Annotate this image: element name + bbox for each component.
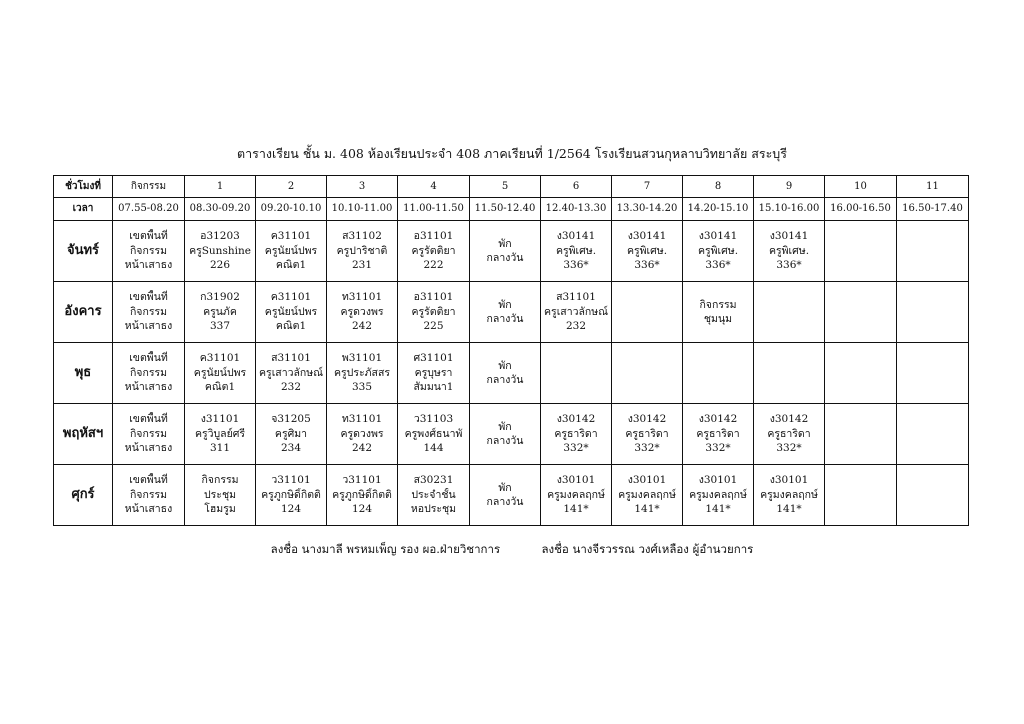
cell-line: 332*: [776, 442, 802, 455]
schedule-cell-empty: [612, 282, 683, 343]
cell-line: 234: [280, 442, 302, 455]
time-slot: 13.30-14.20: [612, 198, 683, 221]
cell-line: ครูพิเศษ.: [697, 244, 739, 257]
cell-line: ครูรัตติยา: [411, 244, 456, 257]
cell-line: ครูศิมา: [274, 427, 308, 440]
cell-line: หน้าเสาธง: [124, 442, 173, 455]
schedule-cell: [185, 343, 256, 404]
cell-line: พัก: [498, 237, 512, 250]
cell-line: 242: [351, 442, 373, 455]
cell-line: ครูธาริดา: [767, 427, 811, 440]
day-name: พฤหัสฯ: [54, 404, 113, 465]
cell-line: เขตพื้นที่: [129, 413, 168, 426]
schedule-cell: [327, 404, 398, 465]
cell-line: ครูSunshine: [189, 244, 251, 257]
cell-line: 336*: [563, 259, 589, 272]
schedule-cell: [327, 221, 398, 282]
cell-line: คณิต1: [204, 381, 236, 394]
cell-line: กิจกรรม: [129, 366, 168, 379]
cell-line: 311: [209, 442, 231, 455]
cell-line: หน้าเสาธง: [124, 259, 173, 272]
schedule-cell-empty: [825, 404, 897, 465]
cell-line: ครูเสาวลักษณ์: [259, 366, 323, 379]
schedule-cell: [398, 282, 470, 343]
cell-line: ค31101: [199, 352, 241, 365]
schedule-cell: [754, 465, 825, 526]
cell-line: ท31101: [341, 291, 383, 304]
cell-line: ครูธาริดา: [554, 427, 598, 440]
cell-line: กลางวัน: [486, 374, 524, 386]
period-header-3: 3: [327, 176, 398, 198]
schedule-cell-empty: [825, 221, 897, 282]
schedule-cell: [470, 465, 541, 526]
cell-line: 232: [280, 381, 302, 394]
cell-line: 336*: [634, 259, 660, 272]
schedule-cell: [185, 404, 256, 465]
cell-line: 141*: [776, 503, 802, 516]
schedule-cell: [256, 343, 327, 404]
cell-line: หน้าเสาธง: [124, 503, 173, 516]
time-slot: 10.10-11.00: [327, 198, 398, 221]
cell-line: กิจกรรม: [201, 474, 239, 487]
cell-line: หอประชุม: [410, 503, 457, 516]
signature-deputy-director: ลงชื่อ นางมาลี พรหมเพ็ญ รอง ผอ.ฝ่ายวิชาการ: [270, 542, 501, 556]
cell-line: ครูรัตติยา: [411, 305, 456, 318]
period-header-1: 1: [185, 176, 256, 198]
cell-line: ครูธาริดา: [625, 427, 669, 440]
schedule-cell: [683, 404, 754, 465]
cell-line: ชุมนุม: [703, 313, 733, 325]
schedule-cell: [470, 221, 541, 282]
schedule-cell: [327, 465, 398, 526]
schedule-cell-empty: [897, 282, 969, 343]
cell-line: ครูนัยน์ปพร: [193, 366, 247, 379]
cell-line: 141*: [563, 503, 589, 516]
cell-line: ว31103: [413, 413, 454, 426]
cell-line: 226: [209, 259, 231, 272]
period-header-label: ชั่วโมงที่: [54, 176, 113, 198]
time-slot: 07.55-08.20: [113, 198, 185, 221]
schedule-cell: [113, 465, 185, 526]
cell-line: กลางวัน: [486, 496, 524, 508]
cell-line: 242: [351, 320, 373, 333]
time-slot: 16.00-16.50: [825, 198, 897, 221]
cell-line: 332*: [705, 442, 731, 455]
cell-line: 337: [209, 320, 231, 333]
cell-line: ประชุม: [204, 488, 236, 501]
cell-line: โฮมรูม: [204, 503, 236, 516]
schedule-cell: [185, 465, 256, 526]
cell-line: ส31101: [271, 352, 311, 365]
time-slot: 11.50-12.40: [470, 198, 541, 221]
time-slot: 08.30-09.20: [185, 198, 256, 221]
cell-line: พัก: [498, 359, 512, 372]
day-row: [54, 221, 969, 282]
schedule-cell-empty: [825, 465, 897, 526]
cell-line: ครูพิเศษ.: [555, 244, 597, 257]
day-row: [54, 343, 969, 404]
cell-line: ง30101: [556, 474, 596, 487]
time-slot: 11.00-11.50: [398, 198, 470, 221]
cell-line: ง30141: [698, 230, 738, 243]
cell-line: ครูนัยน์ปพร: [264, 244, 318, 257]
cell-line: เขตพื้นที่: [129, 352, 168, 365]
cell-line: ครูบุษรา: [414, 366, 453, 379]
cell-line: ก31902: [200, 291, 240, 304]
schedule-cell: [754, 221, 825, 282]
day-name: พุธ: [54, 343, 113, 404]
period-header-6: 6: [541, 176, 612, 198]
cell-line: เขตพื้นที่: [129, 291, 168, 304]
time-slot: 14.20-15.10: [683, 198, 754, 221]
schedule-cell: [398, 404, 470, 465]
cell-line: ง31101: [200, 413, 240, 426]
schedule-cell: [113, 404, 185, 465]
cell-line: ครูมงคลฤกษ์: [689, 488, 747, 501]
schedule-cell-empty: [897, 465, 969, 526]
cell-line: ง30101: [698, 474, 738, 487]
time-slot: 15.10-16.00: [754, 198, 825, 221]
time-slot: 09.20-10.10: [256, 198, 327, 221]
day-name: อังคาร: [54, 282, 113, 343]
cell-line: ค31101: [270, 291, 312, 304]
cell-line: ครูภูกษิดิ์กิตติ: [261, 488, 321, 501]
cell-line: ง30142: [627, 413, 667, 426]
cell-line: พัก: [498, 420, 512, 433]
cell-line: ครูวิบูลย์ศรี: [194, 427, 246, 440]
period-header-7: 7: [612, 176, 683, 198]
schedule-cell-empty: [612, 343, 683, 404]
schedule-cell: [185, 282, 256, 343]
cell-line: 124: [280, 503, 302, 516]
schedule-cell: [612, 404, 683, 465]
cell-line: 144: [423, 442, 444, 455]
period-header-4: 4: [398, 176, 470, 198]
cell-line: ครูมงคลฤกษ์: [547, 488, 605, 501]
time-row: [54, 198, 969, 221]
schedule-cell: [754, 404, 825, 465]
cell-line: 141*: [705, 503, 731, 516]
schedule-cell: [185, 221, 256, 282]
schedule-cell: [256, 221, 327, 282]
cell-line: พัก: [498, 298, 512, 311]
schedule-cell: [541, 221, 612, 282]
schedule-cell-empty: [825, 282, 897, 343]
cell-line: ประจำชั้น: [411, 488, 456, 501]
schedule-cell: [398, 221, 470, 282]
cell-line: 335: [351, 381, 373, 394]
schedule-cell-empty: [683, 343, 754, 404]
cell-line: คณิต1: [275, 320, 307, 333]
cell-line: คณิต1: [275, 259, 307, 272]
cell-line: ครูธาริดา: [696, 427, 740, 440]
day-name: ศุกร์: [54, 465, 113, 526]
schedule-cell: [327, 343, 398, 404]
cell-line: 332*: [634, 442, 660, 455]
cell-line: ครูพงศ์ธนาพั: [404, 427, 463, 440]
cell-line: อ31203: [200, 230, 240, 243]
schedule-cell-empty: [754, 282, 825, 343]
cell-line: ครูดวงพร: [340, 305, 384, 318]
cell-line: จ31205: [271, 413, 311, 426]
cell-line: 336*: [705, 259, 731, 272]
cell-line: 222: [423, 259, 444, 272]
cell-line: ครูปาริชาติ: [336, 244, 388, 257]
cell-line: ว31101: [271, 474, 311, 487]
cell-line: ง30101: [769, 474, 809, 487]
day-row: [54, 404, 969, 465]
cell-line: ครูมงคลฤกษ์: [618, 488, 676, 501]
day-name: จันทร์: [54, 221, 113, 282]
cell-line: 232: [565, 320, 587, 333]
schedule-cell: [113, 221, 185, 282]
cell-line: ส31101: [556, 291, 596, 304]
cell-line: เขตพื้นที่: [129, 474, 168, 487]
cell-line: อ31101: [413, 291, 454, 304]
schedule-cell: [470, 404, 541, 465]
cell-line: ครูนภัค: [203, 305, 237, 318]
day-row: [54, 465, 969, 526]
cell-line: หน้าเสาธง: [124, 381, 173, 394]
document-title: ตารางเรียน ชั้น ม. 408 ห้องเรียนประจำ 408 ภาคเรียนที่ 1/2564 โรงเรียนสวนกุหลาบวิทยาลัย สระบุรี: [237, 146, 787, 161]
cell-line: สัมมนา1: [413, 381, 454, 394]
cell-line: 141*: [634, 503, 660, 516]
cell-line: ครูเสาวลักษณ์: [544, 305, 608, 318]
schedule-cell: [612, 465, 683, 526]
signature-director: ลงชื่อ นางจีรวรรณ วงศ์เหลือง ผู้อำนวยการ: [541, 542, 754, 556]
schedule-cell-empty: [825, 343, 897, 404]
cell-line: ว31101: [342, 474, 382, 487]
cell-line: ครูพิเศษ.: [768, 244, 810, 257]
schedule-cell-empty: [897, 343, 969, 404]
header-row: [54, 176, 969, 198]
cell-line: กิจกรรม: [129, 305, 168, 318]
cell-line: กิจกรรม: [699, 298, 737, 311]
schedule-cell: [541, 465, 612, 526]
cell-line: กิจกรรม: [129, 244, 168, 257]
cell-line: ครูดวงพร: [340, 427, 384, 440]
period-header-2: 2: [256, 176, 327, 198]
cell-line: ศ31101: [413, 352, 454, 365]
schedule-cell: [612, 221, 683, 282]
schedule-cell: [683, 282, 754, 343]
cell-line: อ31101: [413, 230, 454, 243]
cell-line: ง30141: [556, 230, 596, 243]
cell-line: ง30142: [769, 413, 809, 426]
cell-line: ครูนัยน์ปพร: [264, 305, 318, 318]
cell-line: กลางวัน: [486, 313, 524, 325]
cell-line: กลางวัน: [486, 252, 524, 264]
day-row: [54, 282, 969, 343]
schedule-cell: [398, 343, 470, 404]
schedule-cell: [113, 282, 185, 343]
schedule-cell: [113, 343, 185, 404]
cell-line: เขตพื้นที่: [129, 230, 168, 243]
cell-line: 225: [423, 320, 444, 333]
cell-line: ครูพิเศษ.: [626, 244, 668, 257]
schedule-cell-empty: [897, 404, 969, 465]
cell-line: ง30142: [698, 413, 738, 426]
cell-line: ครูมงคลฤกษ์: [760, 488, 818, 501]
cell-line: 231: [351, 259, 373, 272]
period-header-11: 11: [897, 176, 969, 198]
schedule-cell-empty: [897, 221, 969, 282]
cell-line: กิจกรรม: [129, 488, 168, 501]
cell-line: ส31102: [342, 230, 382, 243]
cell-line: ง30142: [556, 413, 596, 426]
cell-line: 332*: [563, 442, 589, 455]
cell-line: กิจกรรม: [129, 427, 168, 440]
cell-line: ง30141: [627, 230, 667, 243]
period-header-9: 9: [754, 176, 825, 198]
schedule-cell: [683, 465, 754, 526]
schedule-cell: [256, 465, 327, 526]
cell-line: พ31101: [341, 352, 383, 365]
cell-line: 336*: [776, 259, 802, 272]
cell-line: กลางวัน: [486, 435, 524, 447]
schedule-cell: [683, 221, 754, 282]
class-schedule-table: [53, 175, 969, 526]
cell-line: ค31101: [270, 230, 312, 243]
cell-line: ครูประภัสสร: [334, 366, 390, 379]
cell-line: ท31101: [341, 413, 383, 426]
schedule-cell: [256, 404, 327, 465]
time-slot: 16.50-17.40: [897, 198, 969, 221]
schedule-cell: [541, 404, 612, 465]
time-header-label: เวลา: [54, 198, 113, 221]
cell-line: พัก: [498, 481, 512, 494]
cell-line: ครูภูกษิดิ์กิตติ: [332, 488, 392, 501]
schedule-cell: [398, 465, 470, 526]
schedule-cell: [470, 343, 541, 404]
cell-line: หน้าเสาธง: [124, 320, 173, 333]
cell-line: ส30231: [413, 474, 454, 487]
period-header-8: 8: [683, 176, 754, 198]
cell-line: 124: [351, 503, 373, 516]
schedule-cell: [256, 282, 327, 343]
period-header-5: 5: [470, 176, 541, 198]
schedule-cell-empty: [754, 343, 825, 404]
schedule-cell: [470, 282, 541, 343]
schedule-cell: [541, 282, 612, 343]
schedule-cell-empty: [541, 343, 612, 404]
time-slot: 12.40-13.30: [541, 198, 612, 221]
cell-line: ง30141: [769, 230, 809, 243]
signature-line: [0, 541, 1024, 557]
cell-line: ง30101: [627, 474, 667, 487]
period-header-activity: กิจกรรม: [113, 176, 185, 198]
schedule-cell: [327, 282, 398, 343]
period-header-10: 10: [825, 176, 897, 198]
